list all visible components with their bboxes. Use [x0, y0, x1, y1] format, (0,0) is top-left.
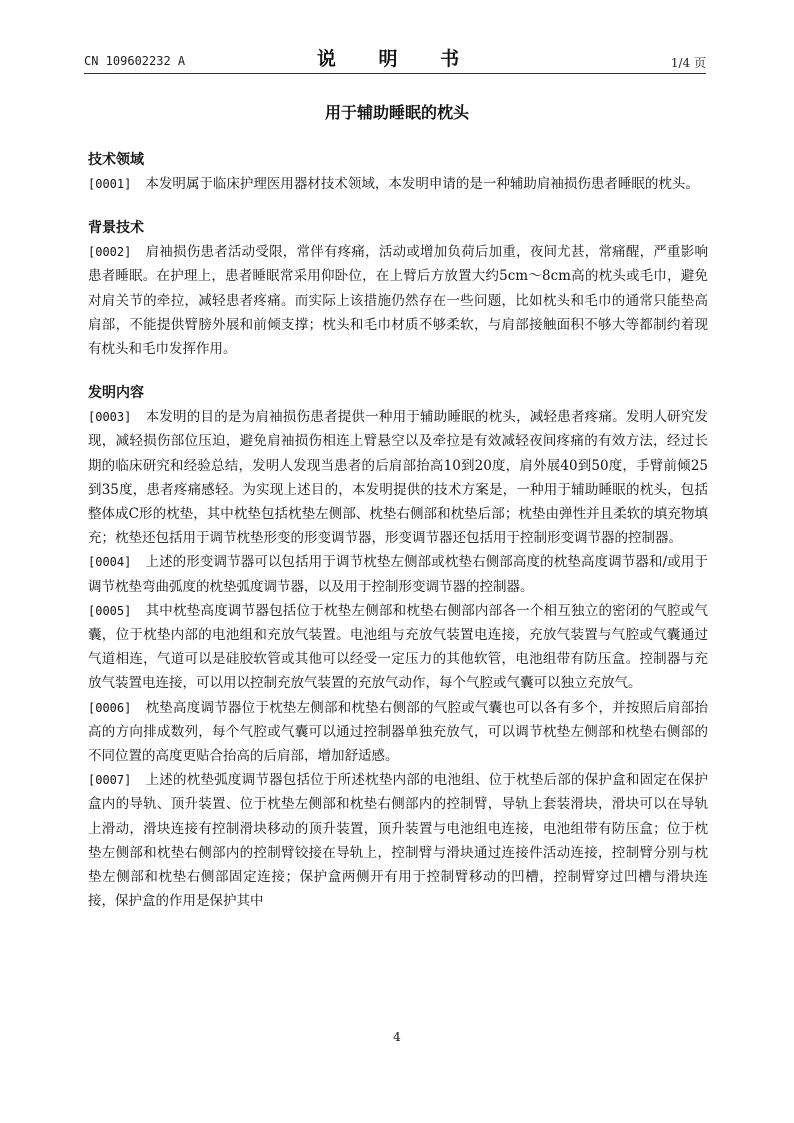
- page-number: 4: [393, 1030, 401, 1044]
- paragraph-number: [0004]: [88, 555, 132, 570]
- header-divider: [84, 73, 706, 74]
- paragraph: [88, 696, 708, 769]
- paragraph-text: 上述的枕垫弧度调节器包括位于所述枕垫内部的电池组、位于枕垫后部的保护盒和固定在保护盒内的导轨、顶升装置、位于枕垫左侧部和枕垫右侧部内的控制臂，导轨上套装滑块，滑块可以在导轨上滑动，滑块连接有控制滑块移动的顶升装置，顶升装置与电池组电连接，电池组带有防压盒；位于枕垫左侧部和枕垫右侧部内的控制臂铰接在导轨上，控制臂与滑块通过连接件活动连接，控制臂分别与枕垫左侧部和枕垫右侧部固定连接；保护盒两侧开有用于控制臂移动的凹槽，控制臂穿过凹槽与滑块连接，保护盒的作用是保护其中: [88, 772, 708, 910]
- paragraph-text: 其中枕垫高度调节器包括位于枕垫左侧部和枕垫右侧部内部各一个相互独立的密闭的气腔或气囊，位于枕垫内部的电池组和充放气装置。电池组与充放气装置电连接，充放气装置与气腔或气囊通过气道相连，气道可以是硅胶软管或其他可以经受一定压力的其他软管，电池组带有防压盒。控制器与充放气装置电连接，可以用以控制充放气装置的充放气动作，每个气腔或气囊可以独立充放气。: [88, 602, 708, 692]
- doc-number: CN 109602232 A: [84, 54, 186, 68]
- paragraph: [88, 550, 708, 598]
- page-header-title: 说 明 书: [316, 48, 478, 70]
- section-heading-summary: 发明内容: [88, 385, 144, 402]
- document-body: [88, 148, 708, 913]
- paragraph: [88, 768, 708, 913]
- document-title: 用于辅助睡眠的枕头: [324, 103, 469, 122]
- paragraph-number: [0006]: [88, 700, 132, 715]
- paragraph: [88, 240, 708, 361]
- paragraph-text: 肩袖损伤患者活动受限，常伴有疼痛，活动或增加负荷后加重，夜间尤甚，常痛醒，严重影响患者睡眠。在护理上，患者睡眠常采用仰卧位，在上臂后方放置大约5cm～8cm高的枕头或毛巾，避免对肩关节的牵拉，减轻患者疼痛。而实际上该措施仍然存在一些问题，比如枕头和毛巾的通常只能垫高肩部，不能提供臂膀外展和前倾支撑；枕头和毛巾材质不够柔软，与肩部接触面积不够大等都制约着现有枕头和毛巾发挥作用。: [88, 244, 708, 358]
- paragraph-number: [0002]: [88, 245, 132, 260]
- paragraph-text: 上述的形变调节器可以包括用于调节枕垫左侧部或枕垫右侧部高度的枕垫高度调节器和/或用于调节枕垫弯曲弧度的枕垫弧度调节器，以及用于控制形变调节器的控制器。: [88, 554, 708, 595]
- paragraph: [88, 172, 708, 196]
- paragraph-number: [0001]: [88, 177, 132, 191]
- section-heading-background: 背景技术: [88, 220, 144, 237]
- paragraph-text: 本发明的目的是为肩袖损伤患者提供一种用于辅助睡眠的枕头，减轻患者疼痛。发明人研究发现，减轻损伤部位压迫，避免肩袖损伤相连上臂悬空以及牵拉是有效减轻夜间疼痛的有效方法，经过长期的临床研究和经验总结，发明人发现当患者的后肩部抬高10到20度，肩外展40到50度，手臂前倾25到35度，患者疼痛感轻。为实现上述目的，本发明提供的技术方案是，一种用于辅助睡眠的枕头，包括整体成C形的枕垫，其中枕垫包括枕垫左侧部、枕垫右侧部和枕垫后部；枕垫由弹性并且柔软的填充物填充；枕垫还包括用于调节枕垫形变的形变调节器，形变调节器还包括用于控制形变调节器的控制器。: [88, 409, 708, 547]
- paragraph-number: [0003]: [88, 410, 132, 425]
- paragraph: [88, 599, 708, 696]
- paragraph-text: 本发明属于临床护理医用器材技术领域，本发明申请的是一种辅助肩袖损伤患者睡眠的枕头。: [145, 176, 699, 192]
- page-indicator: 1/4 页: [670, 56, 706, 70]
- paragraph-number: [0007]: [88, 773, 132, 788]
- section-heading-technical-field: 技术领域: [88, 152, 144, 168]
- paragraph: [88, 405, 708, 550]
- paragraph-text: 枕垫高度调节器位于枕垫左侧部和枕垫右侧部的气腔或气囊也可以各有多个，并按照后肩部抬高的方向排成数列，每个气腔或气囊可以通过控制器单独充放气，可以调节枕垫左侧部和枕垫右侧部的不同位置的高度更贴合抬高的后肩部，增加舒适感。: [88, 699, 708, 765]
- paragraph-number: [0005]: [88, 603, 132, 618]
